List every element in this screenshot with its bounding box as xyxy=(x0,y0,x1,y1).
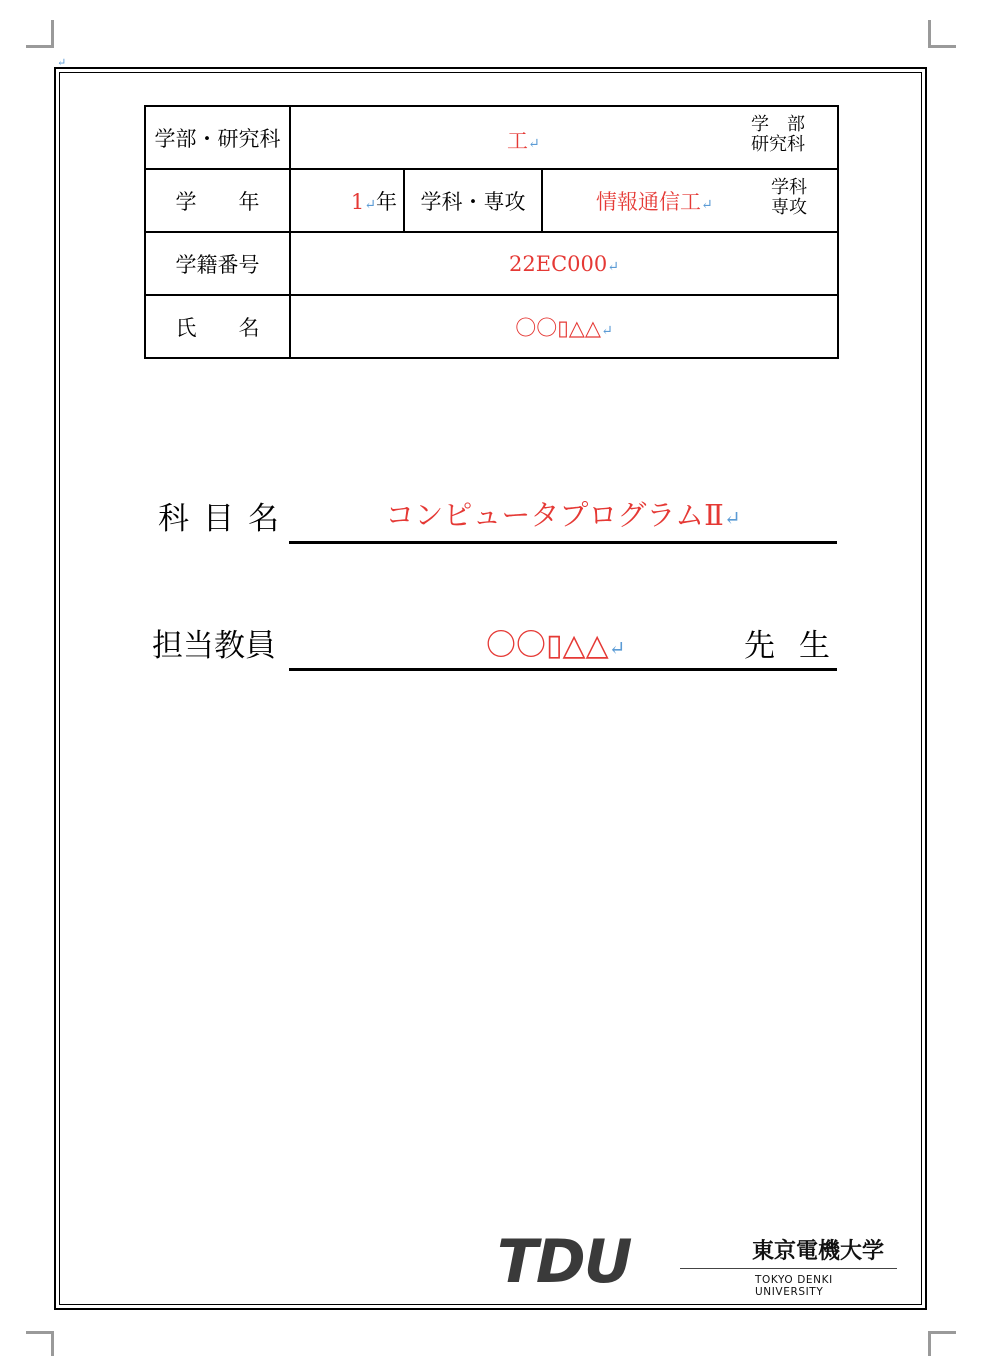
teacher-label: 担当教員 xyxy=(152,628,276,664)
year-field[interactable] xyxy=(290,169,404,232)
crop-mark-bottom-left-v xyxy=(51,1331,54,1356)
name-field[interactable] xyxy=(290,295,838,358)
student-id-value[interactable]: 22EC000 xyxy=(509,251,608,276)
paragraph-mark: ↵ xyxy=(364,196,376,213)
paragraph-mark: ↵ xyxy=(57,56,67,69)
teacher-value[interactable]: 〇〇▯△△ xyxy=(486,628,609,663)
paragraph-mark: ↵ xyxy=(608,636,626,660)
student-id-field[interactable] xyxy=(290,232,838,295)
teacher-underline xyxy=(289,668,837,671)
department-suffix-senkou: 専攻 xyxy=(771,197,807,218)
paragraph-mark: ↵ xyxy=(601,322,613,339)
crop-mark-bottom-right-h xyxy=(928,1331,956,1334)
teacher-field[interactable] xyxy=(486,620,625,664)
subject-label: 科目名 xyxy=(158,501,293,537)
faculty-value[interactable]: 工 xyxy=(507,129,528,153)
year-row xyxy=(145,169,838,232)
faculty-label: 学部・研究科 xyxy=(145,106,290,169)
crop-mark-top-left-h xyxy=(26,45,54,48)
crop-mark-top-right-v xyxy=(928,20,931,48)
subject-underline xyxy=(289,541,837,544)
teacher-honorific: 先生 xyxy=(744,628,854,664)
faculty-field[interactable] xyxy=(290,106,838,169)
crop-mark-bottom-right-v xyxy=(928,1331,931,1356)
department-label: 学科・専攻 xyxy=(404,169,542,232)
subject-value[interactable]: コンピュータプログラムⅡ xyxy=(385,498,724,532)
university-logo xyxy=(497,1227,897,1298)
university-name-jp: 東京電機大学 xyxy=(752,1239,885,1264)
faculty-row xyxy=(145,106,838,169)
crop-mark-bottom-left-h xyxy=(26,1331,54,1334)
paragraph-mark: ↵ xyxy=(528,136,540,152)
logo-divider xyxy=(680,1268,897,1269)
faculty-suffix-kenkyuka: 研究科 xyxy=(751,134,805,155)
department-value[interactable]: 情報通信工 xyxy=(596,190,701,214)
university-name-en: TOKYO DENKI UNIVERSITY xyxy=(755,1274,833,1298)
paragraph-mark: ↵ xyxy=(723,506,741,530)
crop-mark-top-right-h xyxy=(928,45,956,48)
tdu-logo-mark: TDU xyxy=(497,1227,631,1297)
student-info-table xyxy=(144,105,839,359)
crop-mark-top-left-v xyxy=(51,20,54,48)
name-value[interactable]: 〇〇▯△△ xyxy=(515,315,602,340)
year-value[interactable]: 1 xyxy=(350,189,365,214)
paragraph-mark: ↵ xyxy=(607,258,619,275)
department-suffix-gakka: 学科 xyxy=(771,177,807,198)
year-label: 学 年 xyxy=(145,169,290,232)
student-id-row xyxy=(145,232,838,295)
faculty-suffix-gakubu: 学 部 xyxy=(751,114,805,135)
student-id-label: 学籍番号 xyxy=(145,232,290,295)
year-unit: 年 xyxy=(376,189,397,214)
name-row xyxy=(145,295,838,358)
department-field[interactable] xyxy=(542,169,838,232)
name-label: 氏 名 xyxy=(145,295,290,358)
subject-field[interactable] xyxy=(290,493,836,534)
paragraph-mark: ↵ xyxy=(701,197,713,213)
